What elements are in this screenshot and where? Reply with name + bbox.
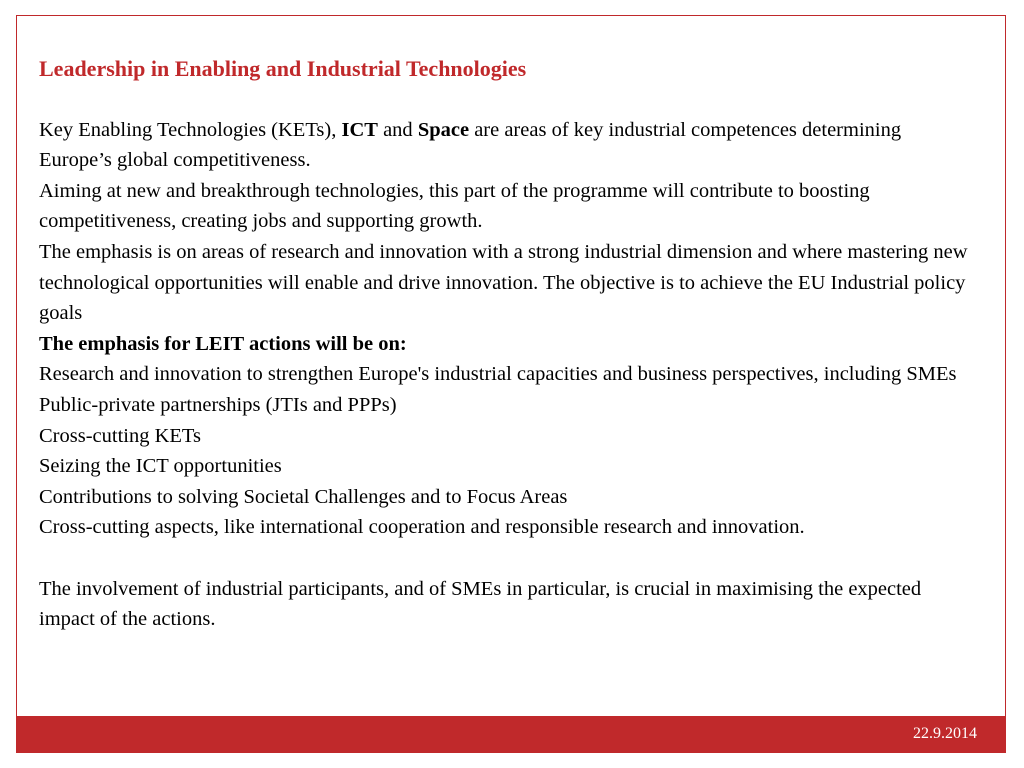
closing-paragraph: The involvement of industrial participants, and of SMEs in particular, is crucial in maximising the expected impact of the actions. — [39, 577, 922, 631]
intro-text-end: are areas of key industrial competences determining Europe’s global competitiveness. — [39, 118, 902, 172]
intro-text-start: Key Enabling Technologies (KETs), — [39, 118, 342, 141]
slide — [16, 15, 1006, 753]
list-item: Seizing the ICT opportunities — [39, 455, 282, 478]
spacer — [39, 84, 979, 115]
list-item: Public-private partnerships (JTIs and PPPs) — [39, 393, 397, 416]
list-item: Cross-cutting aspects, like international cooperation and responsible research and innovation. — [39, 516, 805, 539]
footer-date: 22.9.2014 — [913, 725, 977, 742]
spacer — [39, 543, 979, 574]
ict-emphasis: ICT — [341, 118, 378, 141]
paragraph-emphasis-areas: The emphasis is on areas of research and innovation with a strong industrial dimension and where mastering new technological opportunities will enable and drive innovation. The objective is to achieve the EU Industrial policy goals — [39, 240, 968, 325]
list-item: Cross-cutting KETs — [39, 424, 201, 447]
space-emphasis: Space — [417, 118, 470, 141]
slide-title: Leadership in Enabling and Industrial Technologies — [39, 56, 527, 81]
slide-content — [39, 54, 979, 635]
emphasis-heading: The emphasis for LEIT actions will be on: — [39, 332, 407, 355]
list-item: Contributions to solving Societal Challenges and to Focus Areas — [39, 485, 568, 508]
intro-text-and: and — [377, 118, 418, 141]
list-item: Research and innovation to strengthen Europe's industrial capacities and business perspectives, including SMEs — [39, 363, 957, 386]
intro-paragraph — [39, 115, 979, 176]
footer-bar — [17, 716, 1005, 752]
paragraph-breakthrough: Aiming at new and breakthrough technologies, this part of the programme will contribute to boosting competitiveness, creating jobs and supporting growth. — [39, 179, 870, 233]
